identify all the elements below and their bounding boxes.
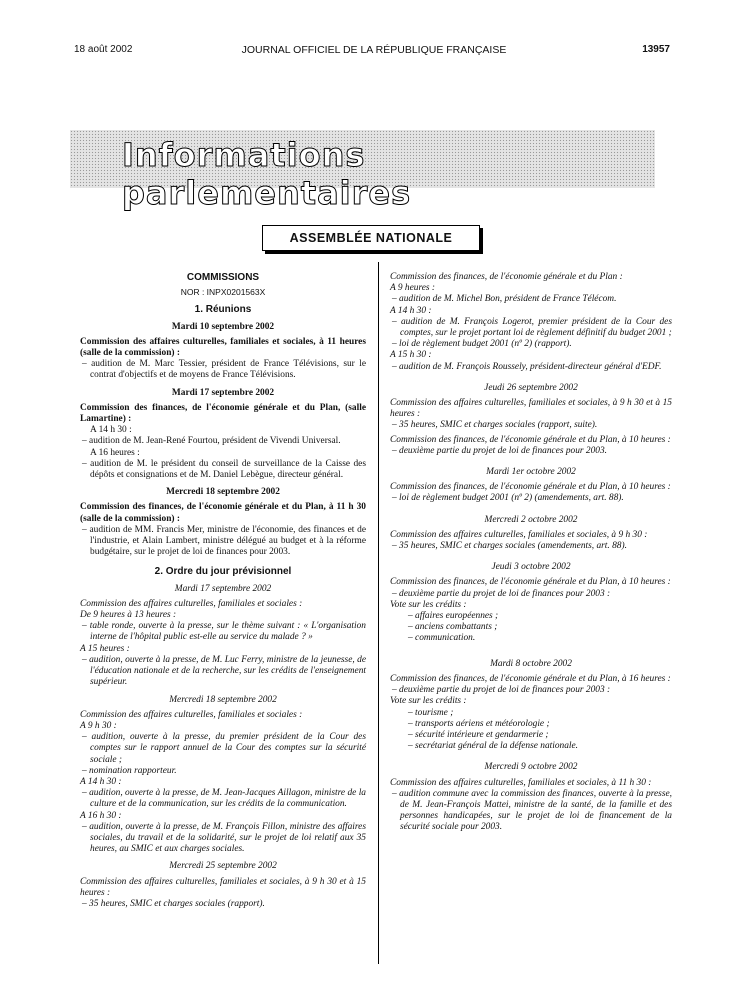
agenda-item: – audition, ouverte à la presse, du premier président de la Cour des comptes sur le rapport annuel de la Cour des comptes sur la sécurité sociale ; [82, 732, 366, 765]
agenda-item: – loi de règlement budget 2001 (nº 2) (amendements, art. 88). [392, 493, 624, 504]
vote-item: – transports aériens et météorologie ; [408, 718, 550, 729]
vote-item: – affaires européennes ; [408, 611, 499, 622]
time-line: A 15 h 30 : [390, 350, 432, 361]
commission-line: Commission des finances, de l'économie générale et du Plan, à 16 heures : [390, 673, 671, 684]
page-header [0, 44, 748, 58]
date-heading: Mercredi 2 octobre 2002 [484, 514, 578, 525]
time-line: A 15 heures : [80, 643, 130, 654]
time-line: A 16 heures : [90, 447, 140, 458]
vote-line: Vote sur les crédits : [390, 696, 467, 707]
commission-line: Commission des affaires culturelles, familiales et sociales, à 11 heures (salle de la commission) : [80, 336, 366, 359]
agenda-item: – audition de M. François Logerot, premier président de la Cour des comptes, sur le projet portant loi de règlement définitif du budget 2001 ; [392, 316, 672, 339]
commission-line: Commission des affaires culturelles, familiales et sociales, à 9 h 30 et à 15 heures : [390, 398, 672, 420]
assembly-box: ASSEMBLÉE NATIONALE [262, 225, 480, 251]
time-line: A 14 h 30 : [90, 425, 132, 436]
agenda-item: – audition, ouverte à la presse, de M. François Fillon, ministre des affaires sociales, du travail et de la solidarité, sur le projet de loi relatif aux 35 heures, au SMIC et aux charges sociales. [82, 821, 366, 855]
date-heading: Mercredi 9 octobre 2002 [484, 762, 578, 773]
commission-line: Commission des finances, de l'économie générale et du Plan : [390, 272, 623, 282]
agenda-item: – deuxième partie du projet de loi de finances pour 2003 : [392, 588, 611, 599]
commission-line: Commission des finances, de l'économie générale et du Plan, à 11 h 30 (salle de la commission) : [80, 502, 366, 524]
date-heading: Jeudi 3 octobre 2002 [491, 562, 571, 573]
left-column [80, 272, 366, 910]
header-date: 18 août 2002 [74, 44, 133, 55]
agenda-item: – nomination rapporteur. [82, 765, 177, 776]
date-heading: Mercredi 25 septembre 2002 [169, 861, 277, 872]
commission-line: Commission des affaires culturelles, familiales et sociales, à 9 h 30 : [390, 529, 648, 540]
date-heading: Mercredi 18 septembre 2002 [166, 487, 280, 498]
agenda-item: – 35 heures, SMIC et charges sociales (amendements, art. 88). [392, 541, 627, 552]
vote-item: – communication. [408, 633, 476, 644]
time-line: A 16 h 30 : [80, 810, 122, 821]
date-heading: Mardi 10 septembre 2002 [171, 321, 275, 332]
time-line: A 14 h 30 : [390, 305, 432, 316]
date-heading: Mardi 17 septembre 2002 [171, 387, 275, 398]
time-line: A 14 h 30 : [80, 776, 122, 787]
agenda-item: – table ronde, ouverte à la presse, sur le thème suivant : « L'organisation interne de l'hôpital public est-elle au service du malade ? » [82, 621, 366, 643]
agenda-item: – audition commune avec la commission des finances, ouverte à la presse, de M. Jean-François Mattei, ministre de la santé, de la famille et des personnes handicapées, sur le projet de loi de financement de la sécurité sociale pour 2003. [392, 788, 672, 833]
section-ordre-du-jour: 2. Ordre du jour prévisionnel [154, 566, 292, 578]
date-heading: Mercredi 18 septembre 2002 [169, 694, 277, 705]
vote-item: – anciens combattants ; [408, 622, 498, 633]
banner-title: Informations parlementaires [122, 136, 412, 212]
section-reunions: 1. Réunions [194, 304, 252, 316]
time-line: A 9 h 30 : [80, 720, 117, 731]
commission-line: Commission des affaires culturelles, familiales et sociales : [80, 709, 303, 720]
page-number: 13957 [642, 44, 670, 55]
date-heading: Mardi 8 octobre 2002 [490, 658, 572, 669]
date-heading: Jeudi 26 septembre 2002 [484, 382, 578, 393]
column-divider [378, 262, 379, 964]
time-line: De 9 heures à 13 heures : [80, 610, 177, 621]
vote-item: – secrétariat général de la défense nationale. [408, 741, 579, 752]
commission-line: Commission des finances, de l'économie générale et du Plan, (salle Lamartine) : [80, 402, 366, 425]
commission-line: Commission des affaires culturelles, familiales et sociales, à 9 h 30 et à 15 heures : [80, 876, 366, 898]
commission-line: Commission des finances, de l'économie générale et du Plan, à 10 heures : [390, 434, 671, 445]
right-column [390, 272, 672, 834]
agenda-item: – audition de M. François Roussely, président-directeur général d'EDF. [392, 361, 662, 372]
agenda-item: – deuxième partie du projet de loi de finances pour 2003. [392, 445, 607, 456]
commission-line: Commission des affaires culturelles, familiales et sociales, à 11 h 30 : [390, 777, 652, 788]
nor-reference: NOR : INPX0201563X [180, 287, 266, 298]
agenda-item: – deuxième partie du projet de loi de finances pour 2003 : [392, 685, 611, 696]
journal-title: JOURNAL OFFICIEL DE LA RÉPUBLIQUE FRANÇAISE [241, 44, 507, 56]
section-banner [70, 130, 655, 212]
date-heading: Mardi 1er octobre 2002 [486, 467, 576, 478]
commissions-heading: COMMISSIONS [186, 272, 260, 283]
date-heading: Mardi 17 septembre 2002 [174, 583, 272, 594]
commission-line: Commission des finances, de l'économie générale et du Plan, à 10 heures : [390, 482, 671, 493]
time-line: A 9 heures : [390, 283, 436, 294]
agenda-item: – audition, ouverte à la presse, de M. Luc Ferry, ministre de la jeunesse, de l'éducation nationale et de la recherche, sur les crédits de l'enseignement supérieur. [82, 654, 366, 688]
vote-item: – sécurité intérieure et gendarmerie ; [408, 729, 549, 740]
agenda-item: – 35 heures, SMIC et charges sociales (rapport, suite). [392, 420, 598, 431]
agenda-item: – 35 heures, SMIC et charges sociales (rapport). [82, 898, 265, 909]
agenda-item: – audition de MM. Francis Mer, ministre de l'économie, des finances et de l'industrie, et Alain Lambert, ministre délégué au budget et à la réforme budgétaire, sur le projet de loi de finances pour 2003. [82, 524, 366, 558]
vote-item: – tourisme ; [408, 707, 454, 718]
agenda-item: – audition de M. Michel Bon, président de France Télécom. [392, 294, 617, 305]
agenda-item: – audition, ouverte à la presse, de M. Jean-Jacques Aillagon, ministre de la culture et de la communication, sur les crédits de la communication. [82, 788, 366, 810]
agenda-item: – loi de règlement budget 2001 (nº 2) (rapport). [392, 339, 572, 350]
vote-line: Vote sur les crédits : [390, 599, 467, 610]
commission-line: Commission des finances, de l'économie générale et du Plan, à 10 heures : [390, 577, 671, 588]
agenda-item: – audition de M. Marc Tessier, président de France Télévisions, sur le contrat d'objectifs et de moyens de France Télévisions. [82, 359, 366, 381]
agenda-item: – audition de M. le président du conseil de surveillance de la Caisse des dépôts et consignations et de M. Daniel Lebègue, directeur général. [82, 458, 366, 481]
agenda-item: – audition de M. Jean-René Fourtou, président de Vivendi Universal. [82, 436, 341, 447]
commission-line: Commission des affaires culturelles, familiales et sociales : [80, 598, 303, 609]
